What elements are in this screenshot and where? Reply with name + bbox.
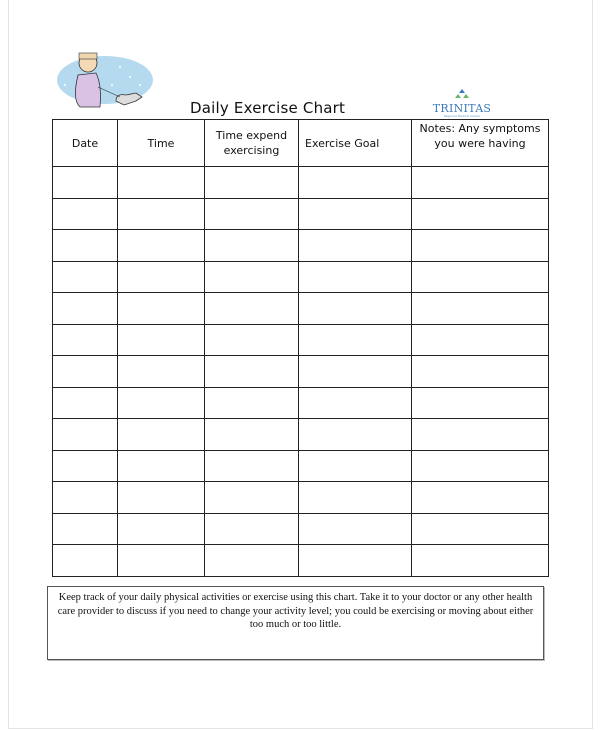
cell-notes[interactable] [412,324,549,356]
cell-notes[interactable] [412,230,549,262]
cell-time-expend[interactable] [205,293,299,325]
column-header-notes: Notes: Any symptoms you were having [412,120,549,167]
cell-notes[interactable] [412,356,549,388]
cell-exercise-goal[interactable] [299,450,412,482]
cell-time[interactable] [118,450,205,482]
instructions-text: Keep track of your daily physical activities or exercise using this chart. Take it to your doctor or any other health care provider to discuss if you need to change your activity level; you could be exercising or moving about either too much or too little. [57,592,534,630]
table-body [53,167,549,577]
column-header-time: Time [118,120,205,167]
cell-time[interactable] [118,324,205,356]
cell-time-expend[interactable] [205,513,299,545]
table-row [53,293,549,325]
cell-date[interactable] [53,387,118,419]
page-title: Daily Exercise Chart [190,99,346,117]
column-header-date: Date [53,120,118,167]
logo-name: TRINITAS [432,102,492,115]
cell-notes[interactable] [412,261,549,293]
cell-date[interactable] [53,261,118,293]
cell-time[interactable] [118,230,205,262]
cell-notes[interactable] [412,482,549,514]
cell-notes[interactable] [412,167,549,199]
cell-time-expend[interactable] [205,261,299,293]
cell-notes[interactable] [412,387,549,419]
cell-exercise-goal[interactable] [299,356,412,388]
exercise-log-table [52,119,549,577]
cell-exercise-goal[interactable] [299,198,412,230]
logo-tree-icon [455,89,469,99]
cell-date[interactable] [53,293,118,325]
cell-notes[interactable] [412,545,549,577]
cell-time[interactable] [118,356,205,388]
table-row [53,324,549,356]
cell-notes[interactable] [412,198,549,230]
table-row [53,450,549,482]
table-row [53,387,549,419]
logo-subtitle: Regional Medical Center [443,114,481,118]
cell-time-expend[interactable] [205,356,299,388]
table-row [53,419,549,451]
cell-time[interactable] [118,419,205,451]
cell-date[interactable] [53,198,118,230]
cell-time[interactable] [118,293,205,325]
cell-notes[interactable] [412,450,549,482]
cell-time[interactable] [118,387,205,419]
cell-exercise-goal[interactable] [299,482,412,514]
cell-date[interactable] [53,167,118,199]
table-row [53,356,549,388]
cell-time[interactable] [118,545,205,577]
cell-date[interactable] [53,450,118,482]
cell-exercise-goal[interactable] [299,387,412,419]
cell-date[interactable] [53,324,118,356]
cell-date[interactable] [53,513,118,545]
cell-time-expend[interactable] [205,482,299,514]
cell-time[interactable] [118,482,205,514]
cell-exercise-goal[interactable] [299,167,412,199]
cell-date[interactable] [53,419,118,451]
table-row [53,261,549,293]
cell-time-expend[interactable] [205,167,299,199]
cell-exercise-goal[interactable] [299,419,412,451]
instructions-box [47,586,544,660]
cell-time-expend[interactable] [205,230,299,262]
cell-time-expend[interactable] [205,387,299,419]
cell-time-expend[interactable] [205,198,299,230]
cell-date[interactable] [53,482,118,514]
cell-exercise-goal[interactable] [299,324,412,356]
table-row [53,198,549,230]
table-row [53,513,549,545]
person-walking-dog-illustration [50,45,155,115]
cell-exercise-goal[interactable] [299,230,412,262]
cell-exercise-goal[interactable] [299,513,412,545]
cell-notes[interactable] [412,513,549,545]
trinitas-logo [432,84,492,118]
cell-exercise-goal[interactable] [299,261,412,293]
table-row [53,230,549,262]
column-header-exercise-goal: Exercise Goal [299,120,412,167]
table-row [53,482,549,514]
cell-time-expend[interactable] [205,450,299,482]
cell-exercise-goal[interactable] [299,293,412,325]
cell-date[interactable] [53,230,118,262]
cell-time-expend[interactable] [205,545,299,577]
table-row [53,167,549,199]
cell-time-expend[interactable] [205,324,299,356]
cell-date[interactable] [53,545,118,577]
cell-time[interactable] [118,513,205,545]
cell-notes[interactable] [412,419,549,451]
cell-notes[interactable] [412,293,549,325]
cell-time[interactable] [118,167,205,199]
cell-time[interactable] [118,198,205,230]
cell-time-expend[interactable] [205,419,299,451]
cell-time[interactable] [118,261,205,293]
table-row [53,545,549,577]
cell-date[interactable] [53,356,118,388]
cell-exercise-goal[interactable] [299,545,412,577]
column-header-time-expend: Time expend exercising [205,120,299,167]
table-header-row [53,120,549,167]
